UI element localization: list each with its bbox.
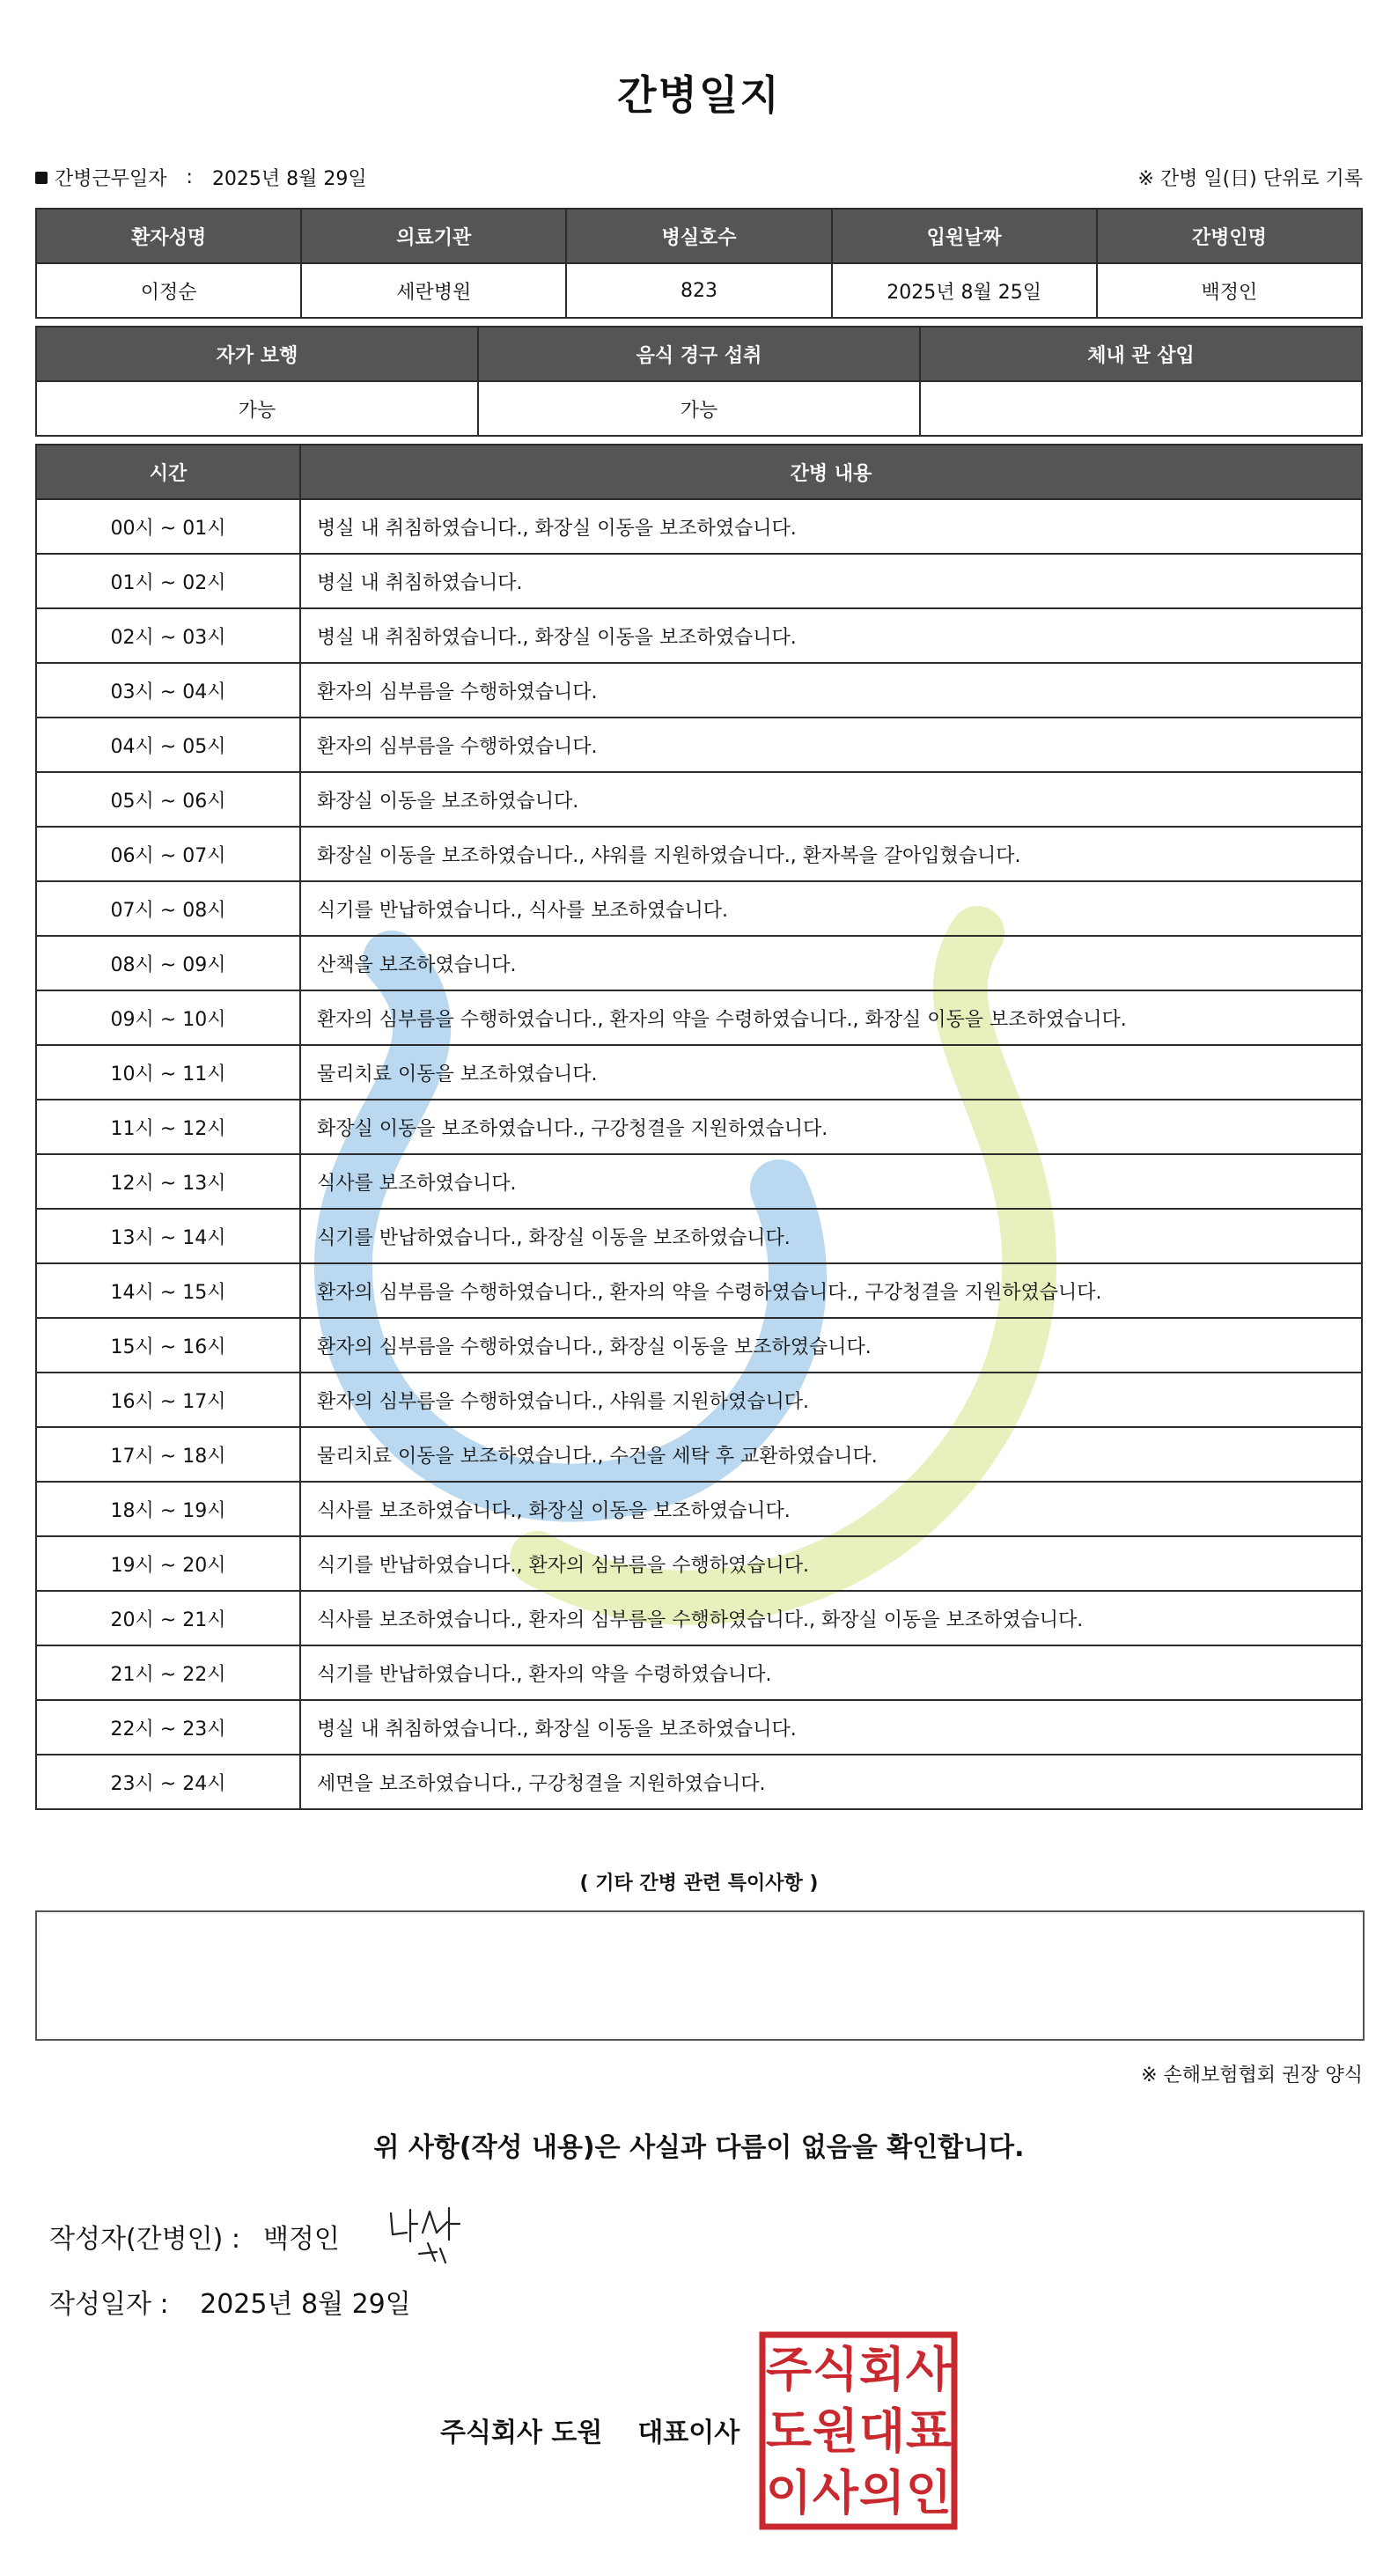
tube-status <box>920 381 1362 436</box>
log-time: 00시 ~ 01시 <box>36 499 300 554</box>
log-note: 환자의 심부름을 수행하였습니다. <box>300 718 1362 772</box>
table-row <box>36 1591 1362 1645</box>
log-note: 식사를 보조하였습니다., 화장실 이동을 보조하였습니다. <box>300 1482 1362 1536</box>
walking-status: 가능 <box>36 381 478 436</box>
log-note: 병실 내 취침하였습니다., 화장실 이동을 보조하였습니다. <box>300 608 1362 663</box>
log-note: 식사를 보조하였습니다. <box>300 1154 1362 1209</box>
log-time: 14시 ~ 15시 <box>36 1263 300 1318</box>
table-row <box>36 1318 1362 1373</box>
patient-status-table <box>35 326 1363 437</box>
log-note: 환자의 심부름을 수행하였습니다., 화장실 이동을 보조하였습니다. <box>300 1318 1362 1373</box>
table-row <box>36 1536 1362 1591</box>
log-time: 13시 ~ 14시 <box>36 1209 300 1263</box>
table-row <box>36 1482 1362 1536</box>
log-time: 10시 ~ 11시 <box>36 1045 300 1100</box>
log-time: 06시 ~ 07시 <box>36 827 300 881</box>
table-row <box>36 827 1362 881</box>
seal-character: 대 <box>858 2403 906 2459</box>
log-note: 병실 내 취침하였습니다., 화장실 이동을 보조하였습니다. <box>300 499 1362 554</box>
log-time: 11시 ~ 12시 <box>36 1100 300 1154</box>
seal-character: 회 <box>858 2342 906 2397</box>
seal-character: 사 <box>905 2342 953 2397</box>
log-time: 19시 ~ 20시 <box>36 1536 300 1591</box>
table-row <box>36 990 1362 1045</box>
table-row <box>36 1209 1362 1263</box>
header-room: 병실호수 <box>566 209 831 263</box>
special-notes-box <box>35 1910 1365 2041</box>
log-time: 21시 ~ 22시 <box>36 1645 300 1700</box>
log-time: 20시 ~ 21시 <box>36 1591 300 1645</box>
seal-character: 식 <box>812 2342 859 2397</box>
work-date-value: 2025년 8월 29일 <box>211 168 367 190</box>
recommend-note: ※ 손해보험협회 권장 양식 <box>1141 2064 1363 2087</box>
room-number: 823 <box>566 263 831 318</box>
patient-name: 이정순 <box>36 263 301 318</box>
header-hospital: 의료기관 <box>301 209 566 263</box>
log-time: 22시 ~ 23시 <box>36 1700 300 1755</box>
square-bullet-icon <box>35 172 48 184</box>
log-time: 02시 ~ 03시 <box>36 608 300 663</box>
admission-date: 2025년 8월 25일 <box>832 263 1097 318</box>
header-time: 시간 <box>36 445 300 499</box>
handwritten-signature <box>384 2197 481 2268</box>
work-date-separator: : <box>186 166 193 188</box>
seal-character: 사 <box>812 2465 859 2521</box>
seal-character: 주 <box>765 2342 813 2397</box>
company-line <box>440 2410 739 2449</box>
log-time: 12시 ~ 13시 <box>36 1154 300 1209</box>
header-oral-intake: 음식 경구 섭취 <box>478 327 920 381</box>
company-seal-stamp <box>759 2331 958 2530</box>
written-date-value: 2025년 8월 29일 <box>200 2289 411 2320</box>
log-time: 09시 ~ 10시 <box>36 990 300 1045</box>
table-row <box>36 1645 1362 1700</box>
log-time: 18시 ~ 19시 <box>36 1482 300 1536</box>
care-log-table <box>35 444 1363 1810</box>
meta-row <box>35 164 1363 194</box>
seal-character: 인 <box>905 2465 953 2521</box>
seal-character: 의 <box>858 2465 906 2521</box>
log-note: 화장실 이동을 보조하였습니다. <box>300 772 1362 827</box>
hospital: 세란병원 <box>301 263 566 318</box>
table-row <box>36 1700 1362 1755</box>
log-time: 03시 ~ 04시 <box>36 663 300 718</box>
log-note: 식기를 반납하였습니다., 환자의 약을 수령하였습니다. <box>300 1645 1362 1700</box>
header-caregiver: 간병인명 <box>1097 209 1362 263</box>
written-date-line <box>49 2282 411 2321</box>
log-note: 병실 내 취침하였습니다. <box>300 554 1362 608</box>
header-tube: 체내 관 삽입 <box>920 327 1362 381</box>
table-row <box>36 718 1362 772</box>
table-row <box>36 554 1362 608</box>
table-row <box>36 881 1362 936</box>
log-note: 식기를 반납하였습니다., 식사를 보조하였습니다. <box>300 881 1362 936</box>
log-note: 환자의 심부름을 수행하였습니다., 샤워를 지원하였습니다. <box>300 1373 1362 1427</box>
log-time: 16시 ~ 17시 <box>36 1373 300 1427</box>
table-row <box>36 1373 1362 1427</box>
log-note: 식기를 반납하였습니다., 환자의 심부름을 수행하였습니다. <box>300 1536 1362 1591</box>
log-note: 세면을 보조하였습니다., 구강청결을 지원하였습니다. <box>300 1755 1362 1809</box>
company-role: 대표이사 <box>637 2418 740 2448</box>
log-time: 01시 ~ 02시 <box>36 554 300 608</box>
log-note: 산책을 보조하였습니다. <box>300 936 1362 990</box>
writer-name: 백정인 <box>262 2224 340 2255</box>
table-row <box>36 1755 1362 1809</box>
seal-character: 표 <box>905 2403 953 2459</box>
table-row <box>36 936 1362 990</box>
log-time: 17시 ~ 18시 <box>36 1427 300 1482</box>
confirm-statement: 위 사항(작성 내용)은 사실과 다름이 없음을 확인합니다. <box>373 2132 1025 2163</box>
log-time: 05시 ~ 06시 <box>36 772 300 827</box>
log-note: 식사를 보조하였습니다., 환자의 심부름을 수행하였습니다., 화장실 이동을 보조하였습니다. <box>300 1591 1362 1645</box>
header-admission-date: 입원날짜 <box>832 209 1097 263</box>
header-patient-name: 환자성명 <box>36 209 301 263</box>
table-row <box>36 1045 1362 1100</box>
log-note: 물리치료 이동을 보조하였습니다., 수건을 세탁 후 교환하였습니다. <box>300 1427 1362 1482</box>
table-row <box>36 1154 1362 1209</box>
log-note: 환자의 심부름을 수행하였습니다., 환자의 약을 수령하였습니다., 구강청결을 지원하였습니다. <box>300 1263 1362 1318</box>
log-note: 식기를 반납하였습니다., 화장실 이동을 보조하였습니다. <box>300 1209 1362 1263</box>
special-notes-title: ( 기타 간병 관련 특이사항 ) <box>579 1873 819 1895</box>
table-row <box>36 663 1362 718</box>
seal-character: 이 <box>765 2465 813 2521</box>
seal-character: 원 <box>812 2403 859 2459</box>
table-row <box>36 608 1362 663</box>
work-date <box>35 164 367 191</box>
table-row <box>36 499 1362 554</box>
log-time: 23시 ~ 24시 <box>36 1755 300 1809</box>
table-row <box>36 1263 1362 1318</box>
table-row <box>36 772 1362 827</box>
oral-intake-status: 가능 <box>478 381 920 436</box>
record-unit-note: ※ 간병 일(日) 단위로 기록 <box>1137 168 1363 190</box>
log-time: 15시 ~ 16시 <box>36 1318 300 1373</box>
writer-label: 작성자(간병인) : <box>49 2224 240 2255</box>
log-note: 환자의 심부름을 수행하였습니다., 환자의 약을 수령하였습니다., 화장실 이동을 보조하였습니다. <box>300 990 1362 1045</box>
log-note: 환자의 심부름을 수행하였습니다. <box>300 663 1362 718</box>
log-note: 화장실 이동을 보조하였습니다., 구강청결을 지원하였습니다. <box>300 1100 1362 1154</box>
work-date-label: 간병근무일자 <box>55 168 167 190</box>
log-note: 화장실 이동을 보조하였습니다., 샤워를 지원하였습니다., 환자복을 갈아입혔습니다. <box>300 827 1362 881</box>
table-row <box>36 1427 1362 1482</box>
log-time: 04시 ~ 05시 <box>36 718 300 772</box>
patient-info-table <box>35 208 1363 319</box>
log-time: 07시 ~ 08시 <box>36 881 300 936</box>
writer-line <box>49 2217 340 2256</box>
caregiver-name: 백정인 <box>1097 263 1362 318</box>
log-time: 08시 ~ 09시 <box>36 936 300 990</box>
written-date-label: 작성일자 : <box>49 2289 169 2320</box>
header-care-content: 간병 내용 <box>300 445 1362 499</box>
log-note: 병실 내 취침하였습니다., 화장실 이동을 보조하였습니다. <box>300 1700 1362 1755</box>
header-walking: 자가 보행 <box>36 327 478 381</box>
seal-character: 도 <box>765 2403 813 2459</box>
company-name: 주식회사 도원 <box>440 2418 603 2448</box>
log-note: 물리치료 이동을 보조하였습니다. <box>300 1045 1362 1100</box>
table-row <box>36 1100 1362 1154</box>
page-title: 간병일지 <box>617 71 781 119</box>
